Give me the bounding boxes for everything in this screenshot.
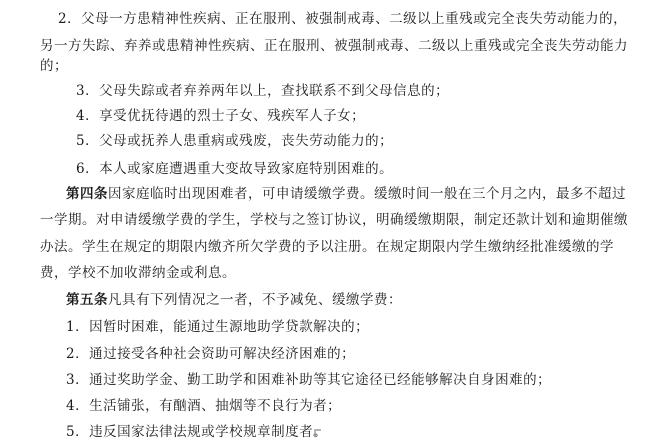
article-4-line-4: 费，学校不加收滞纳金或利息。 [40,265,236,281]
item-2-line-2: 另一方失踪、弃养或患精神性疾病、正在服刑、被强制戒毒、二级以上重残或完全丧失劳动能力 [40,38,628,54]
article-4-heading: 第四条 [66,186,108,202]
article-4-line-3: 办法。学生在规定的期限内缴齐所欠学费的予以注册。在规定期限内学生缴纳经批准缓缴的学 [40,239,614,255]
article-5-item-5: 5．违反国家法律法规或学校规章制度者。 [66,424,328,440]
article-5-item-1: 1．因暂时困难，能通过生源地助学贷款解决的； [66,319,370,335]
item-4: 4．享受优抚待遇的烈士子女、残疾军人子女； [76,108,366,124]
article-5-heading: 第五条 [66,292,108,308]
paragraph-mark-icon [312,428,324,440]
article-5-item-3: 3．通过奖助学金、勤工助学和困难补助等其它途径已经能够解决自身困难的； [66,372,552,388]
article-5-line-1 [66,291,402,309]
article-5-line-1-text: 凡具有下列情况之一者，不予减免、缓缴学费： [108,292,402,308]
item-3: 3．父母失踪或者弃养两年以上，查找联系不到父母信息的； [76,83,450,99]
article-5-item-2: 2．通过接受各种社会资助可解决经济困难的； [66,346,356,362]
item-2-line-3: 的； [40,58,68,74]
article-5-item-4: 4．生活铺张，有酗酒、抽烟等不良行为者； [66,398,342,414]
article-4-line-1 [66,185,626,203]
item-2-line-1: 2．父母一方患精神性疾病、正在服刑、被强制戒毒、二级以上重残或完全丧失劳动能力的， [58,11,628,27]
item-6: 6．本人或家庭遭遇重大变故导致家庭特别困难的。 [76,161,394,177]
item-5: 5．父母或抚养人患重病或残废，丧失劳动能力的； [76,133,394,149]
article-4-line-1-text: 因家庭临时出现困难者，可申请缓缴学费。缓缴时间一般在三个月之内，最多不超过 [108,186,626,202]
article-4-line-2: 一学期。对申请缓缴学费的学生，学校与之签订协议，明确缓缴期限，制定还款计划和逾期催缴 [40,212,628,228]
